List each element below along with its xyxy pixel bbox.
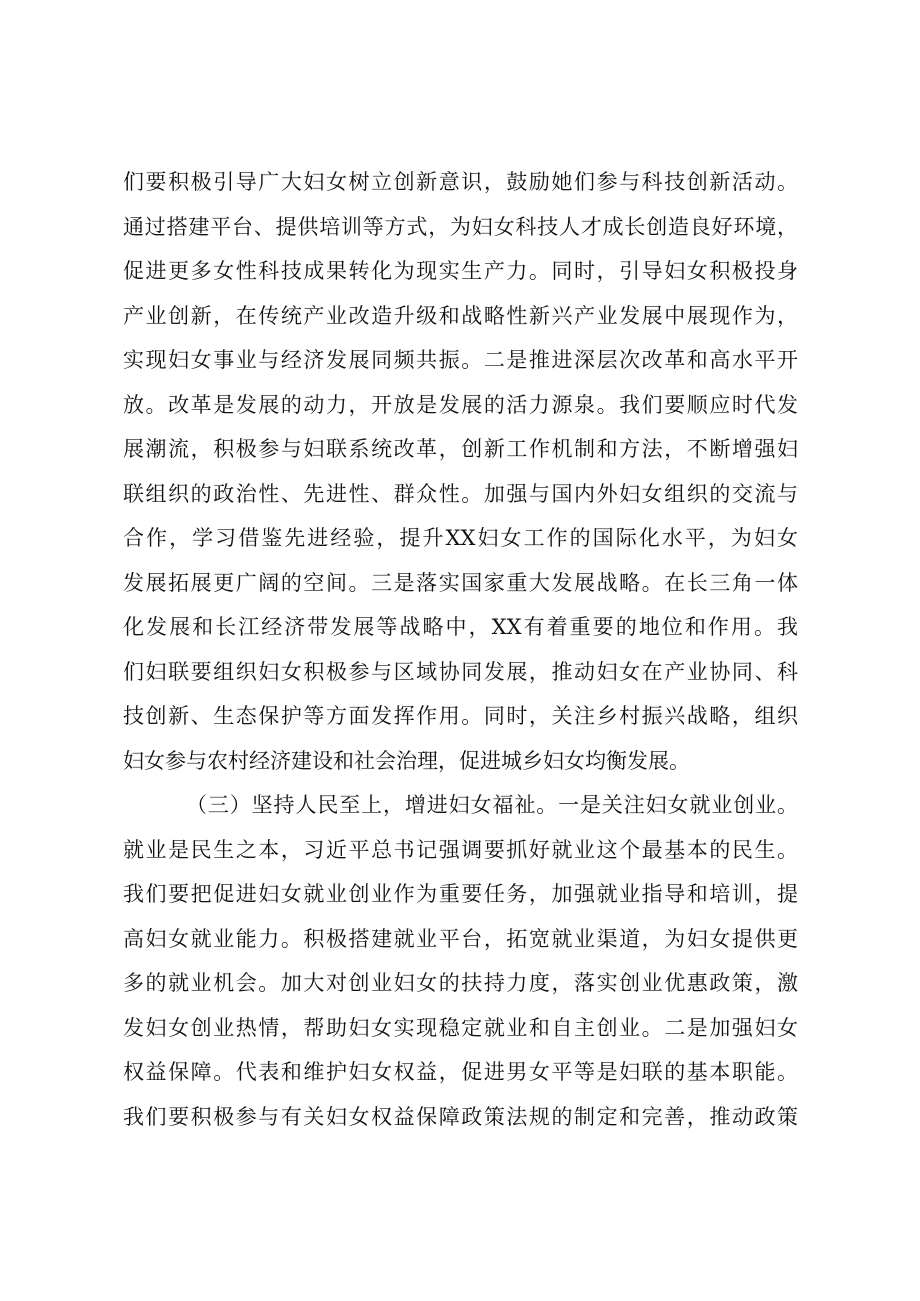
paragraph-end-line: 妇女参与农村经济建设和社会治理，促进城乡妇女均衡发展。	[123, 748, 690, 773]
text-line: 技创新、生态保护等方面发挥作用。同时，关注乡村振兴战略，组织	[123, 704, 798, 728]
section-heading-line: （三）坚持人民至上，增进妇女福祉。一是关注妇女就业创业。	[186, 793, 798, 817]
text-line: 联组织的政治性、先进性、群众性。加强与国内外妇女组织的交流与	[123, 481, 798, 506]
text-line: 多的就业机会。加大对创业妇女的扶持力度，落实创业优惠政策，激	[123, 971, 798, 995]
text-line: 促进更多女性科技成果转化为现实生产力。同时，引导妇女积极投身	[123, 259, 798, 283]
text-line: 发妇女创业热情，帮助妇女实现稳定就业和自主创业。二是加强妇女	[123, 1015, 798, 1040]
body-text	[123, 160, 798, 1139]
text-line: 我们要把促进妇女就业创业作为重要任务，加强就业指导和培训，提	[123, 882, 798, 906]
text-line: 化发展和长江经济带发展等战略中，XX有着重要的地位和作用。我	[123, 615, 798, 639]
text-line: 放。改革是发展的动力，开放是发展的活力源泉。我们要顺应时代发	[123, 392, 798, 417]
text-line: 高妇女就业能力。积极搭建就业平台，拓宽就业渠道，为妇女提供更	[123, 926, 798, 951]
text-line: 展潮流，积极参与妇联系统改革，创新工作机制和方法，不断增强妇	[123, 437, 798, 461]
text-line: 权益保障。代表和维护妇女权益，促进男女平等是妇联的基本职能。	[123, 1060, 798, 1084]
text-line: 们妇联要组织妇女积极参与区域协同发展，推动妇女在产业协同、科	[123, 659, 798, 684]
text-line: 发展拓展更广阔的空间。三是落实国家重大发展战略。在长三角一体	[123, 570, 798, 595]
text-line: 就业是民生之本，习近平总书记强调要抓好就业这个最基本的民生。	[123, 837, 798, 862]
text-line: 实现妇女事业与经济发展同频共振。二是推进深层次改革和高水平开	[123, 348, 798, 372]
text-line: 们要积极引导广大妇女树立创新意识，鼓励她们参与科技创新活动。	[123, 170, 798, 194]
text-line: 产业创新，在传统产业改造升级和战略性新兴产业发展中展现作为，	[123, 303, 798, 328]
text-line: 合作，学习借鉴先进经验，提升XX妇女工作的国际化水平，为妇女	[123, 526, 798, 550]
text-line: 通过搭建平台、提供培训等方式，为妇女科技人才成长创造良好环境，	[123, 214, 798, 239]
text-line: 我们要积极参与有关妇女权益保障政策法规的制定和完善，推动政策	[123, 1104, 798, 1129]
